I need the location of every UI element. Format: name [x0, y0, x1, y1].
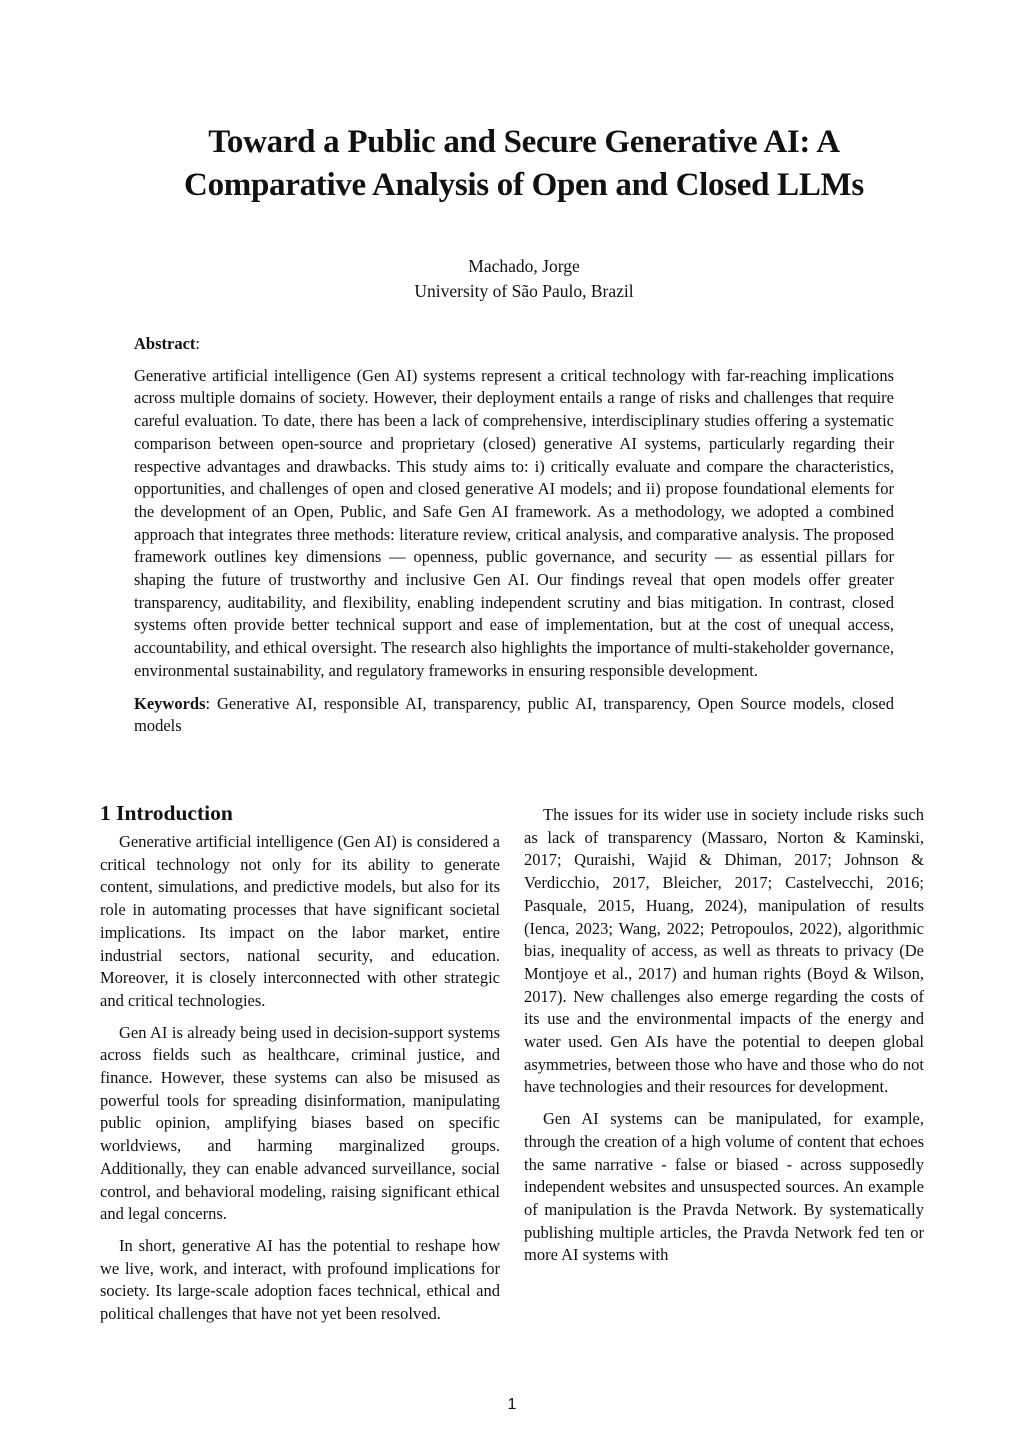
paper-title — [120, 121, 928, 207]
keywords-text: : Generative AI, responsible AI, transparency, public AI, transparency, Open Source models, closed models — [134, 693, 894, 736]
intro-paragraph: Generative artificial intelligence (Gen AI) is considered a critical technology not only for its ability to generate content, simulations, and predictive models, but also for its role in automating processes that have significant societal implications. Its impact on the labor market, entire industrial sectors, national security, and education. Moreover, it is closely interconnected with other strategic and critical technologies. — [100, 832, 500, 1010]
right-paragraph: Gen AI systems can be manipulated, for example, through the creation of a high volume of content that echoes the same narrative - false or biased - across supposedly independent websites and unsuspected sources. An example of manipulation is the Pravda Network. By systematically publishing multiple articles, the Pravda Network fed ten or more AI systems with — [524, 1109, 924, 1265]
section-heading-introduction: 1 Introduction — [100, 801, 233, 825]
abstract-section — [134, 333, 894, 738]
right-column — [524, 804, 924, 1276]
intro-paragraph: In short, generative AI has the potential to reshape how we live, work, and interact, with profound implications for society. Its large-scale adoption faces technical, ethical and political challenges that have not yet been resolved. — [100, 1235, 500, 1324]
right-paragraph: The issues for its wider use in society include risks such as lack of transparency (Massaro, Norton & Kaminski, 2017; Quraishi, Wajid & Dhiman, 2017; Johnson & Verdicchio, 2017, Bleicher, 2017; Castelvecchi, 2016; Pasquale, 2015, Huang, 2024), manipulation of results (Ienca, 2023; Wang, 2022; Petropoulos, 2022), algorithmic bias, inequality of access, as well as threats to privacy (De Montjoye et al., 2017) and human rights (Boyd & Wilson, 2017). New challenges also emerge regarding the costs of its use and the environmental impacts of the energy and water used. Gen AIs have the potential to deepen global asymmetries, between those who have and those who do not have technologies and their resources for development. — [524, 805, 924, 1097]
paper-title-line-2: Comparative Analysis of Open and Closed LLMs — [184, 167, 864, 203]
abstract-heading-colon: : — [195, 334, 200, 353]
abstract-heading — [134, 333, 894, 356]
author-name: Machado, Jorge — [468, 256, 580, 276]
left-column — [100, 799, 500, 1335]
page-number: 1 — [507, 1396, 517, 1413]
author-block — [120, 254, 928, 304]
abstract-body: Generative artificial intelligence (Gen AI) systems represent a critical technology with far-reaching implications across multiple domains of society. However, their deployment entails a range of risks and challenges that require careful evaluation. To date, there has been a lack of comprehensive, interdisciplinary studies offering a systematic comparison between open-source and proprietary (closed) generative AI systems, particularly regarding their respective advantages and drawbacks. This study aims to: i) critically evaluate and compare the characteristics, opportunities, and challenges of open and closed generative AI models; and ii) propose foundational elements for the development of an Open, Public, and Safe Gen AI framework. As a methodology, we adopted a combined approach that integrates three methods: literature review, critical analysis, and comparative analysis. The proposed framework outlines key dimensions — openness, public governance, and security — as essential pillars for shaping the future of trustworthy and inclusive Gen AI. Our findings reveal that open models offer greater transparency, auditability, and flexibility, enabling independent scrutiny and bias mitigation. In contrast, closed systems often provide better technical support and ease of implementation, but at the cost of unequal access, accountability, and ethical oversight. The research also highlights the importance of multi-stakeholder governance, environmental sustainability, and regulatory frameworks in ensuring responsible development. — [134, 365, 894, 680]
keywords — [134, 693, 894, 738]
intro-paragraph: Gen AI is already being used in decision-support systems across fields such as healthcare, criminal justice, and finance. However, these systems can also be misused as powerful tools for spreading disinformation, manipulating public opinion, amplifying biases based on specific worldviews, and harming marginalized groups. Additionally, they can enable advanced surveillance, social control, and behavioral modeling, raising significant ethical and legal concerns. — [100, 1022, 500, 1224]
author-affiliation: University of São Paulo, Brazil — [414, 281, 634, 301]
paper-title-line-1: Toward a Public and Secure Generative AI: A — [208, 124, 840, 160]
keywords-label: Keywords — [134, 693, 206, 713]
abstract-heading-label: Abstract — [134, 334, 196, 353]
